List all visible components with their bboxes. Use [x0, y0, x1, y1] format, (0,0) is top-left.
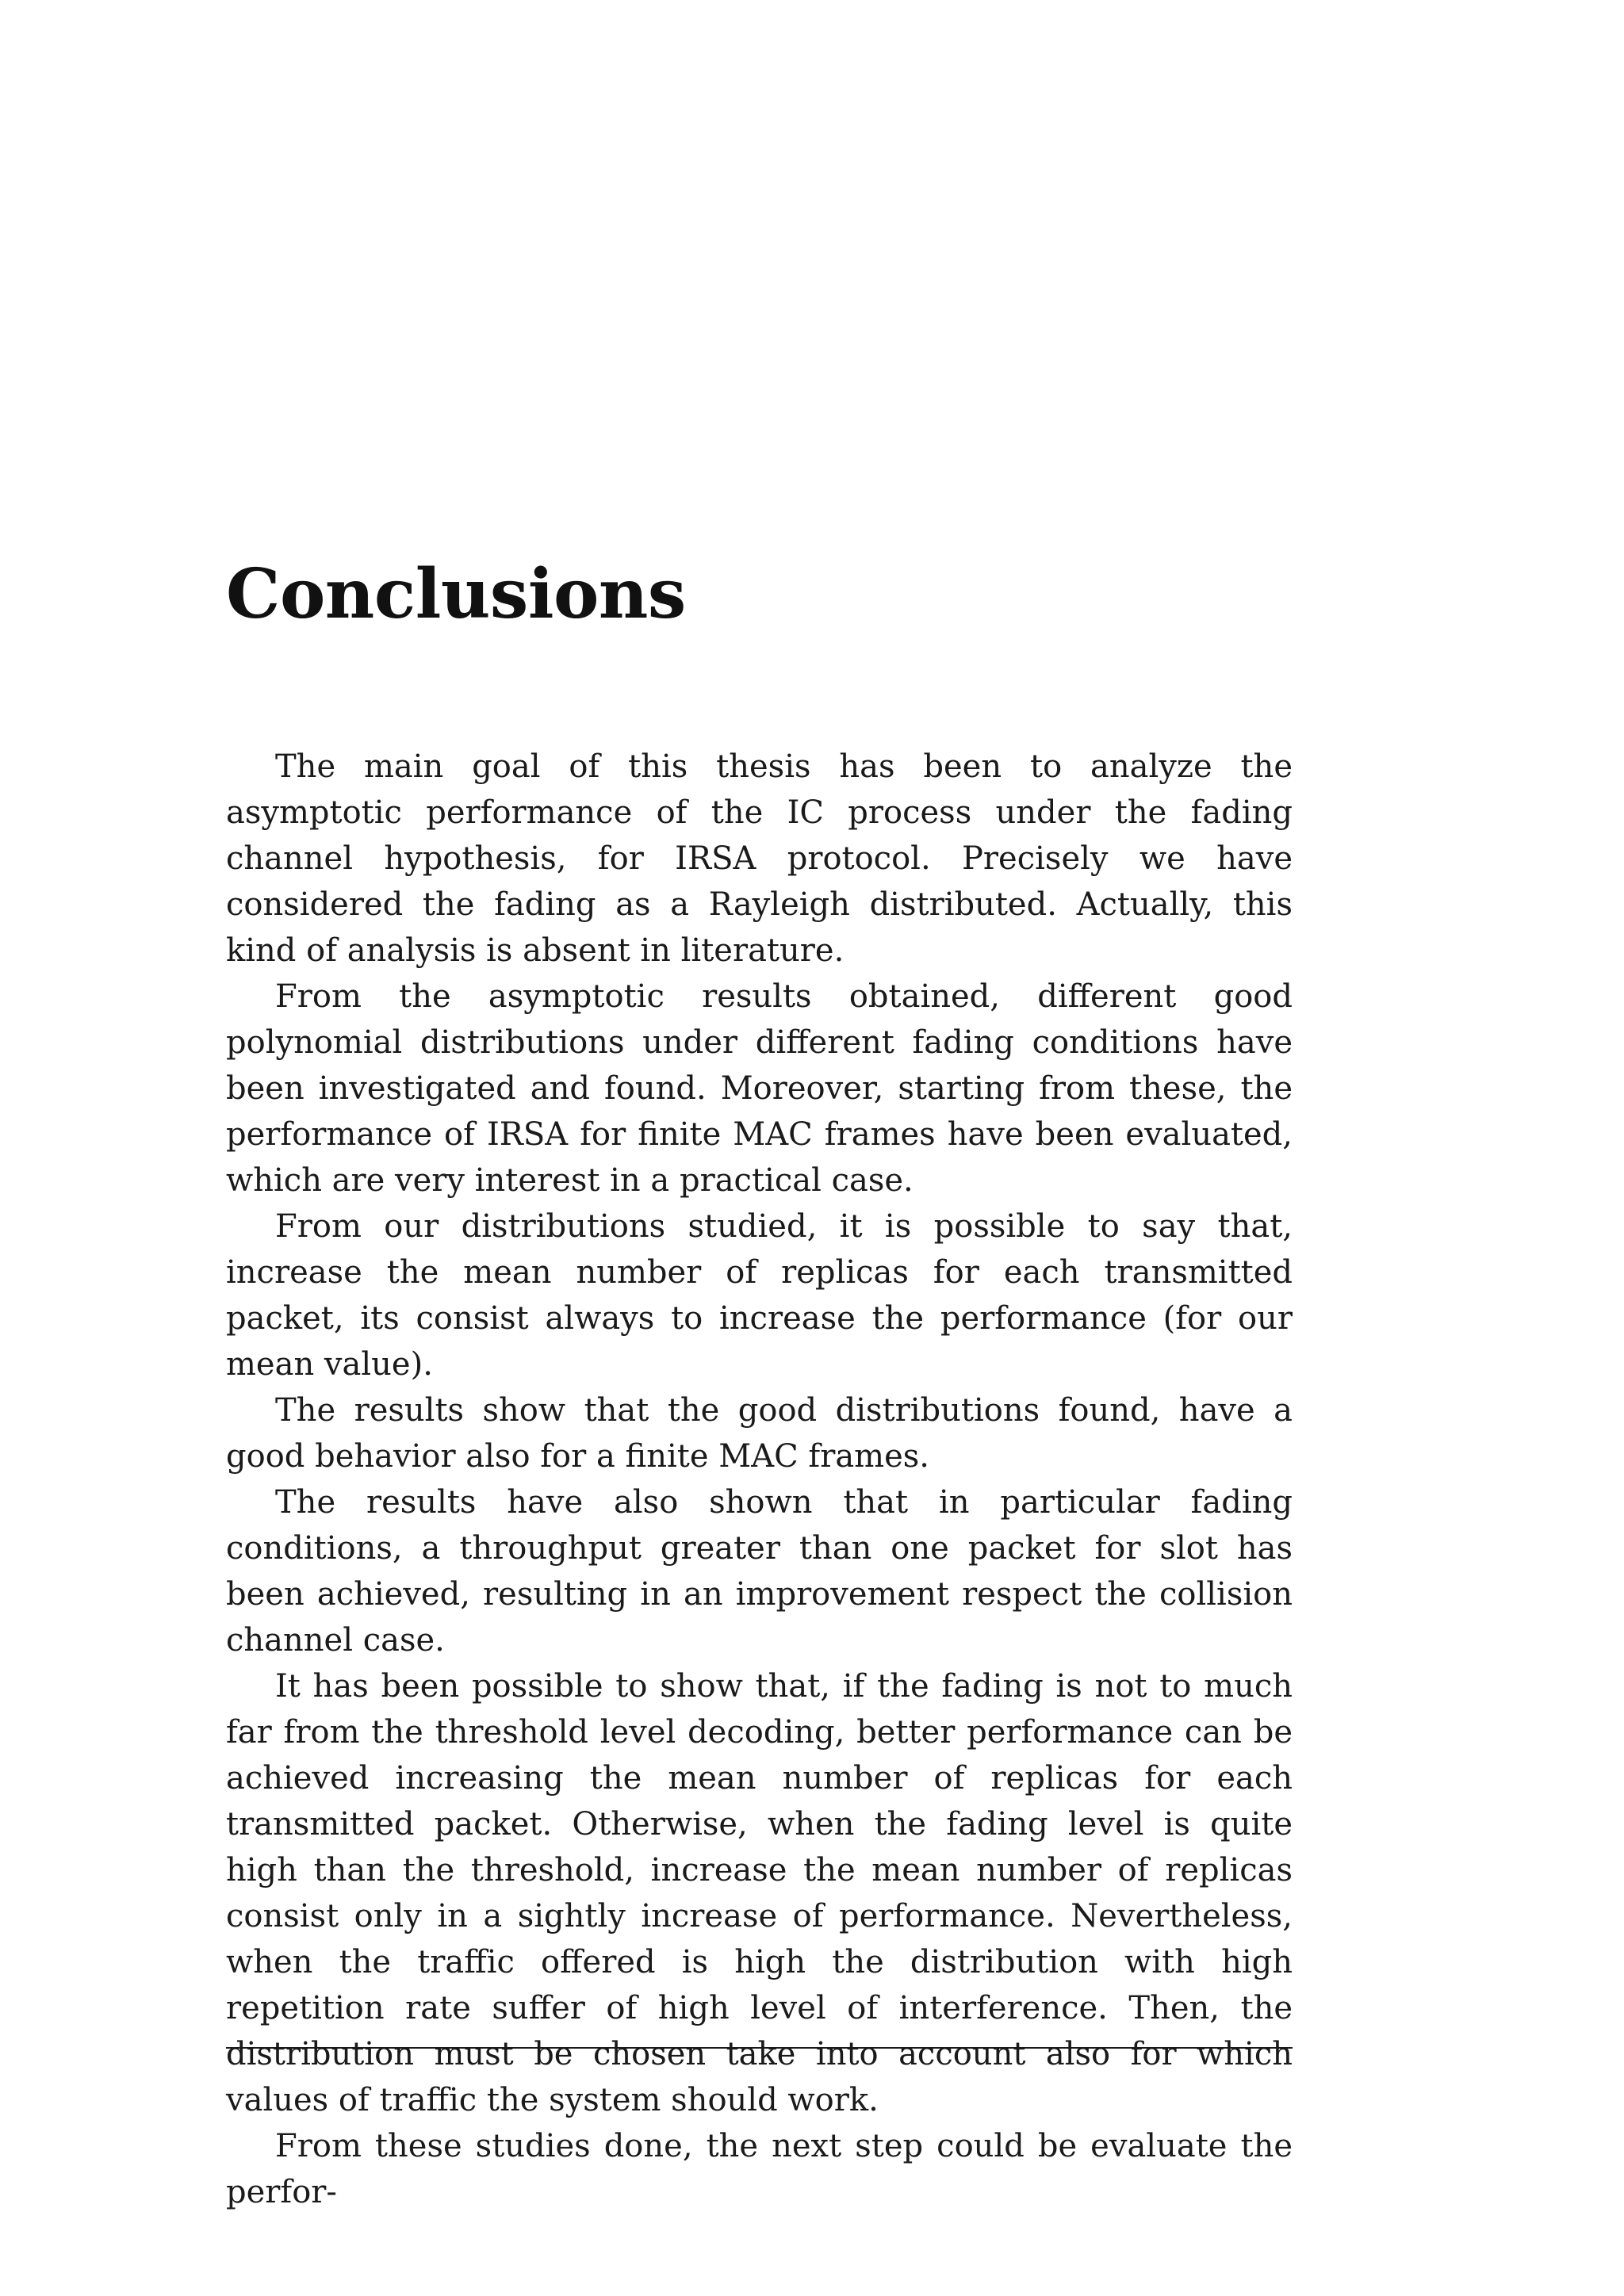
chapter-body	[226, 744, 1293, 2215]
paragraph: From these studies done, the next step could be evaluate the perfor-	[226, 2128, 1293, 2210]
paragraph: From the asymptotic results obtained, different good polynomial distributions under different fading conditions have been investigated and found. Moreover, starting from these, the performance of IRSA for finite MAC frames have been evaluated, which are very interest in a practical case.	[226, 978, 1293, 1199]
paragraph: The main goal of this thesis has been to analyze the asymptotic performance of the IC process under the fading channel hypothesis, for IRSA protocol. Precisely we have considered the fading as a Rayleigh distributed. Actually, this kind of analysis is absent in literature.	[226, 748, 1293, 969]
paragraph: From our distributions studied, it is possible to say that, increase the mean number of replicas for each transmitted packet, its consist always to increase the performance (for our mean value).	[226, 1208, 1293, 1383]
chapter-title: Conclusions	[226, 554, 686, 634]
footnote-rule	[226, 2047, 1293, 2049]
paragraph: It has been possible to show that, if the fading is not to much far from the threshold level decoding, better performance can be achieved increasing the mean number of replicas for each transmitted packet. Otherwise, when the fading level is quite high than the threshold, increase the mean number of replicas consist only in a sightly increase of performance. Nevertheless, when the traffic offered is high the distribution with high repetition rate suffer of high level of interference. Then, the distribution must be chosen take into account also for which values of traffic the system should work.	[226, 1668, 1293, 2118]
paragraph: The results have also shown that in particular fading conditions, a throughput greater than one packet for slot has been achieved, resulting in an improvement respect the collision channel case.	[226, 1484, 1293, 1659]
paragraph: The results show that the good distributions found, have a good behavior also for a finite MAC frames.	[226, 1392, 1293, 1475]
